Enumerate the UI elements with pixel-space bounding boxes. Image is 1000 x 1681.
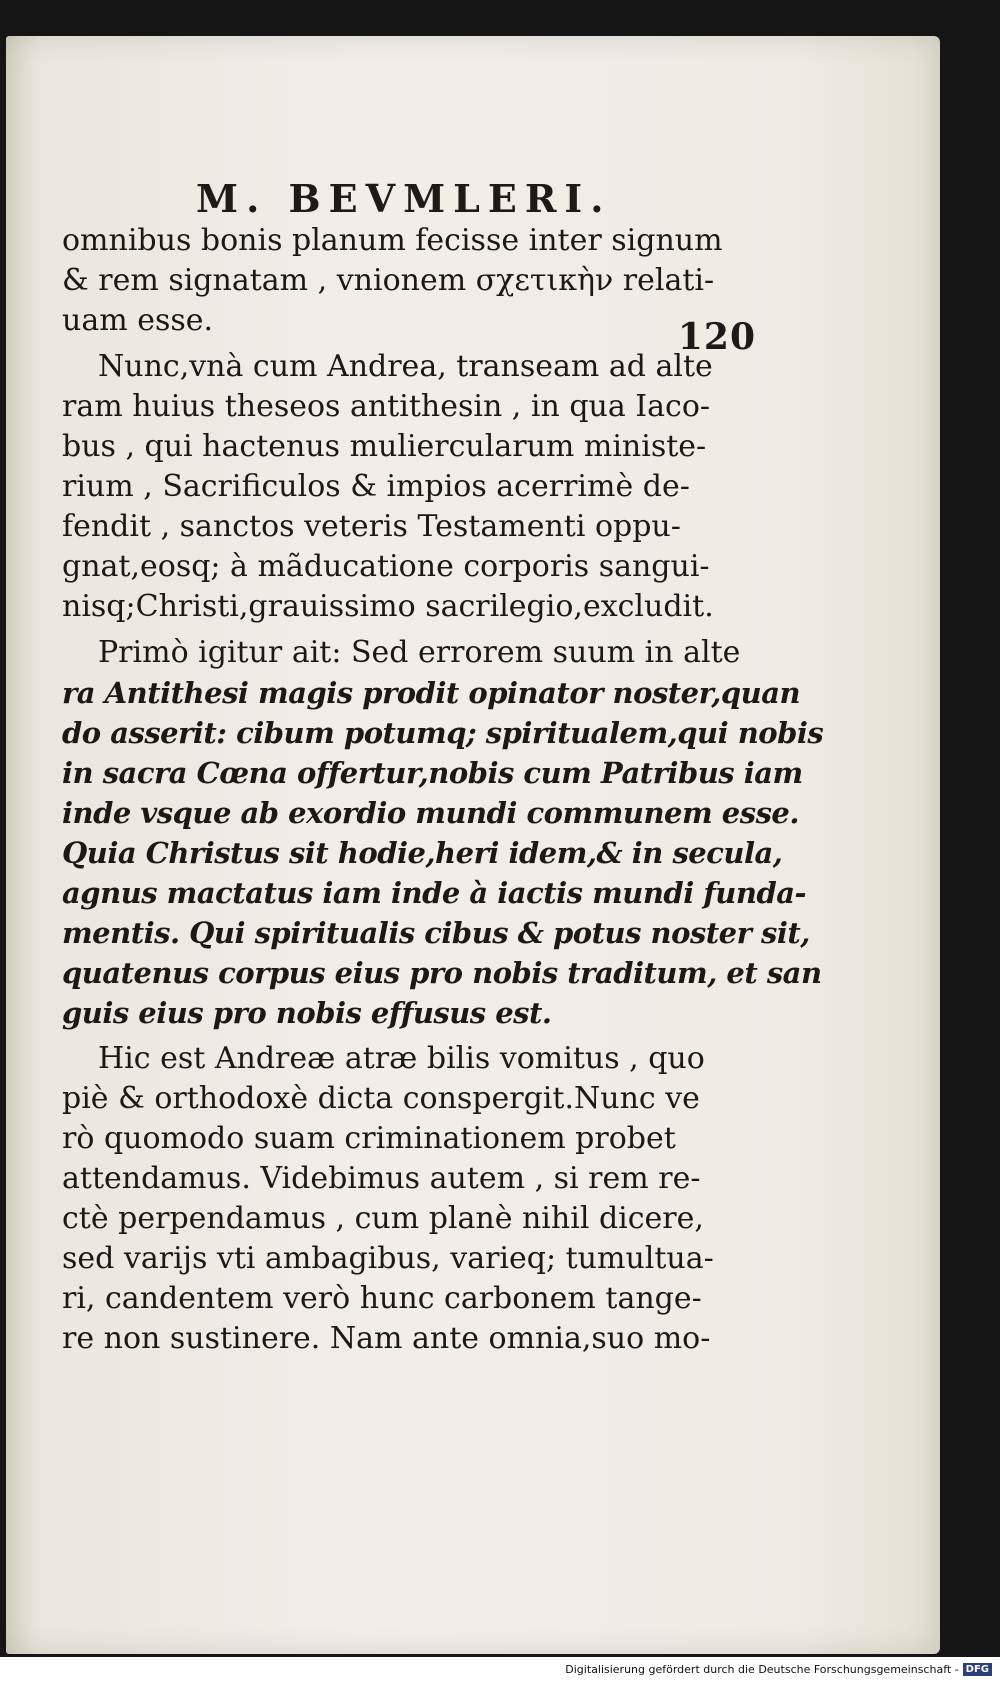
body-text (62, 221, 824, 1359)
paragraph-1 (62, 221, 752, 341)
text-line: ram huius theseos antithesin , in qua Iaco- (62, 389, 711, 424)
text-line: & rem signatam , vnionem σχετικὴν relati- (62, 263, 715, 298)
dfg-logo: DFG (963, 1663, 992, 1676)
text-line: piè & orthodoxè dicta conspergit.Nunc ve (62, 1081, 700, 1116)
text-line: uam esse. (62, 303, 214, 338)
footer-credit: Digitalisierung gefördert durch die Deutsche Forschungsgemeinschaft - (565, 1662, 959, 1676)
text-line: bus , qui hactenus muliercularum ministe- (62, 429, 707, 464)
quoted-line: quatenus corpus eius pro nobis traditum, et san (62, 956, 822, 990)
text-line: attendamus. Videbimus autem , si rem re- (62, 1161, 701, 1196)
text-line: ctè perpendamus , cum planè nihil dicere, (62, 1201, 704, 1236)
quoted-line: in sacra Cœna offertur,nobis cum Patribus iam (62, 756, 803, 790)
text-line: Hic est Andreæ atræ bilis vomitus , quo (98, 1041, 705, 1076)
book-page (6, 36, 940, 1654)
text-line: sed varijs vti ambagibus, varieq; tumultua- (62, 1241, 714, 1276)
quoted-line: mentis. Qui spiritualis cibus & potus noster sit, (62, 916, 810, 950)
text-line: nisq;Christi,grauissimo sacrilegio,excludit. (62, 589, 714, 624)
quoted-line: agnus mactatus iam inde à iactis mundi funda- (62, 876, 807, 910)
text-line: gnat,eosq; à mãducatione corporis sangui- (62, 549, 710, 584)
paragraph-2 (62, 347, 752, 627)
text-line: ri, candentem verò hunc carbonem tange- (62, 1281, 702, 1316)
quoted-line: guis eius pro nobis effusus est. (62, 996, 552, 1030)
text-line: re non sustinere. Nam ante omnia,suo mo- (62, 1321, 711, 1356)
paragraph-4 (62, 1039, 752, 1359)
text-line: rò quomodo suam criminationem probet (62, 1121, 676, 1156)
text-line: rium , Sacrificulos & impios acerrimè de- (62, 469, 690, 504)
text-line: fendit , sanctos veteris Testamenti oppu- (62, 509, 681, 544)
quoted-line: do asserit: cibum potumq; spiritualem,qui nobis (62, 716, 824, 750)
digitization-footer (0, 1657, 1000, 1681)
running-head-title: M. BEVMLERI. (196, 176, 612, 221)
quoted-line: inde vsque ab exordio mundi communem esse. (62, 796, 799, 830)
quoted-line: ra Antithesi magis prodit opinator noster,quan (62, 676, 801, 710)
paragraph-3-quotation (62, 633, 824, 1033)
text-line: Primò igitur ait: Sed errorem suum in alte (98, 635, 741, 670)
text-line: Nunc,vnà cum Andrea, transeam ad alte (98, 349, 713, 384)
text-line: omnibus bonis planum fecisse inter signum (62, 223, 723, 258)
page-number: 120 (677, 316, 756, 358)
quoted-line: Quia Christus sit hodie,heri idem,& in secula, (62, 836, 783, 870)
